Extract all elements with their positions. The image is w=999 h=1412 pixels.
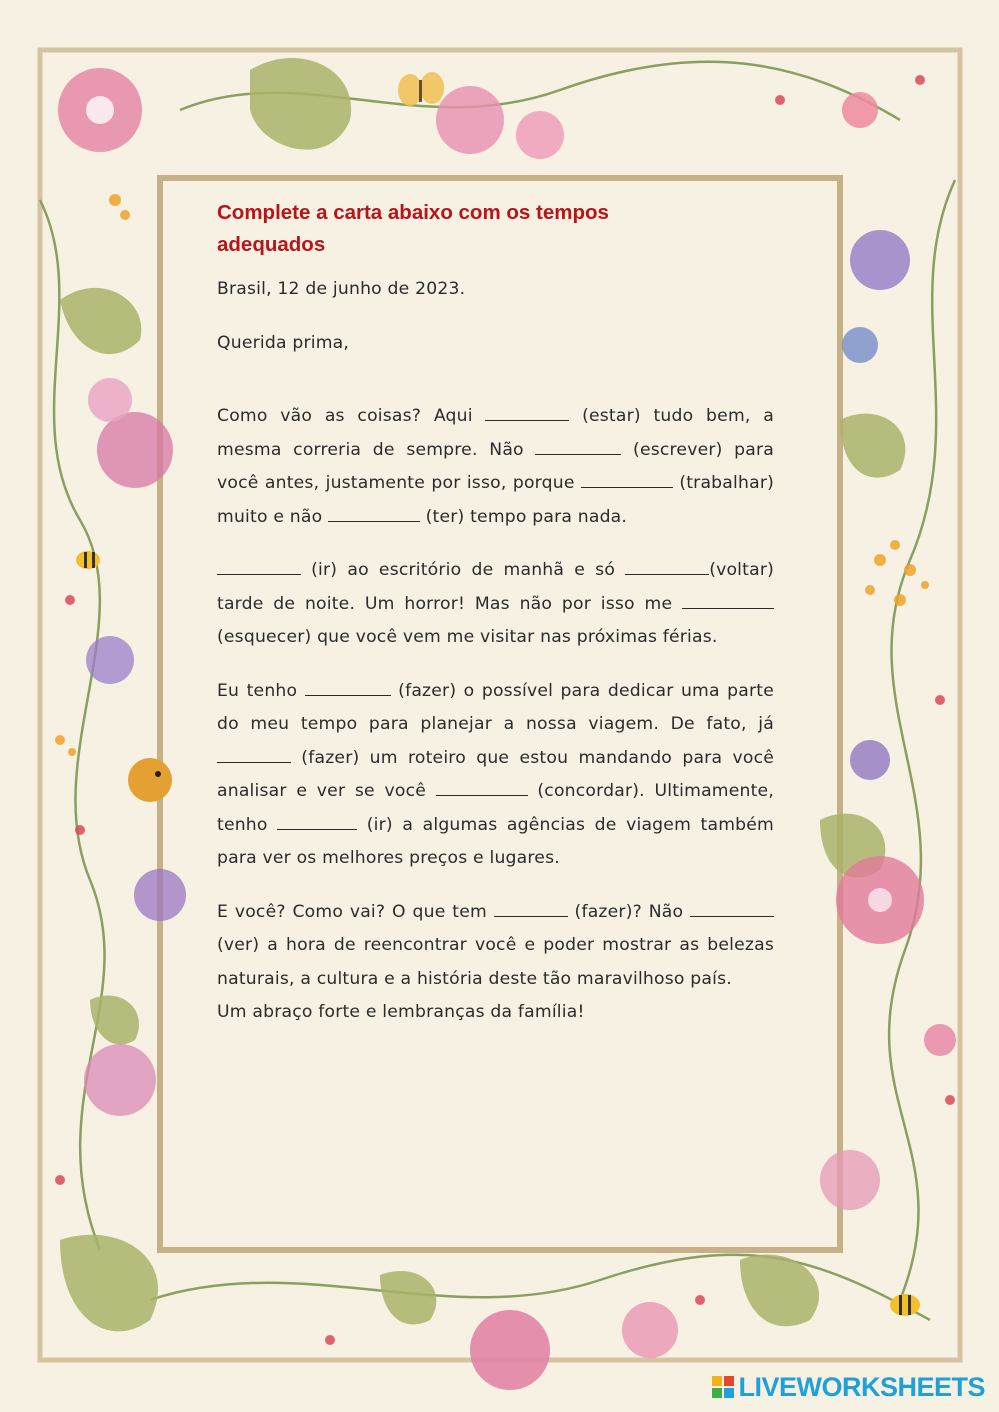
blank-ter[interactable]	[328, 503, 420, 522]
paragraph-text: (ver) a hora de reencontrar você e poder mostrar as belezas naturais, a cultura e a história deste tão maravilhoso país.	[217, 935, 774, 989]
paragraph-text: (fazer) um roteiro que estou mandando para você analisar e ver se você	[217, 747, 774, 801]
letter-date: Brasil, 12 de junho de 2023.	[217, 279, 466, 299]
paragraph-2	[217, 554, 774, 655]
paragraph-text: (voltar) tarde de noite. Um horror! Mas não por isso me	[217, 560, 774, 614]
brand-name: LIVEWORKSHEETS	[738, 1371, 985, 1402]
blank-fazer-1[interactable]	[305, 677, 391, 696]
paragraph-text: (ter) tempo para nada.	[419, 506, 628, 527]
paragraph-text: (trabalhar) muito e não	[217, 473, 774, 527]
paragraph-text: (escrever) para você antes, justamente por isso, porque	[217, 439, 774, 493]
paragraph-text: Como vão as coisas? Aqui	[217, 406, 486, 426]
blank-ver[interactable]	[690, 898, 774, 917]
paragraph-text: (estar) tudo bem, a mesma correria de sempre. Não	[217, 406, 774, 460]
blank-ir-1[interactable]	[217, 556, 301, 575]
blank-trabalhar[interactable]	[581, 469, 673, 488]
paragraph-1	[217, 400, 774, 534]
letter-greeting: Querida prima,	[217, 332, 350, 353]
paragraph-text: (fazer)? Não	[567, 901, 690, 922]
blank-ir-2[interactable]	[277, 811, 357, 830]
paragraph-text: (concordar). Ultimamente, tenho	[217, 781, 774, 835]
blank-fazer-2[interactable]	[217, 744, 291, 763]
blank-voltar[interactable]	[625, 556, 709, 575]
blank-fazer-3[interactable]	[494, 898, 568, 917]
liveworksheets-logo-icon	[712, 1376, 734, 1398]
paragraph-3	[217, 675, 774, 876]
blank-esquecer[interactable]	[682, 590, 774, 609]
letter-closing: Um abraço forte e lembranças da família!	[217, 1002, 585, 1022]
letter-text-area	[217, 197, 774, 1030]
blank-estar[interactable]	[485, 402, 569, 421]
instruction-title: Complete a carta abaixo com os tempos adequados	[217, 201, 609, 256]
paragraph-4	[217, 896, 774, 997]
paragraph-text: (fazer) o possível para dedicar uma parte do meu tempo para planejar a nossa viagem. De fato, já	[217, 680, 774, 734]
liveworksheets-footer[interactable]	[712, 1370, 985, 1404]
paragraph-text: Eu tenho	[217, 680, 305, 701]
blank-escrever[interactable]	[535, 436, 621, 455]
paragraph-text: (esquecer) que você vem me visitar nas próximas férias.	[217, 627, 718, 647]
blank-concordar[interactable]	[436, 777, 528, 796]
paragraph-text: (ir) ao escritório de manhã e só	[301, 560, 626, 580]
paragraph-text: (ir) a algumas agências de viagem também para ver os melhores preços e lugares.	[217, 814, 775, 868]
paragraph-text: E você? Como vai? O que tem	[217, 901, 494, 922]
